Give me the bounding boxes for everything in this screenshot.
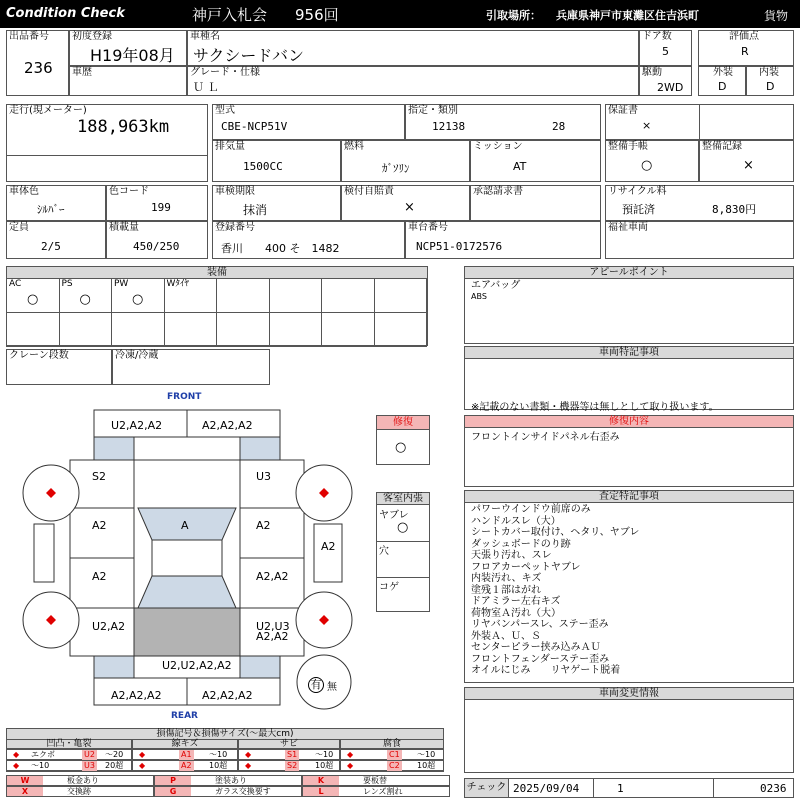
equipment-cell — [269, 278, 323, 313]
equipment-title: 装備 — [7, 267, 427, 279]
legend-value: S2 — [287, 761, 298, 770]
diamond-icon: ◆ — [139, 761, 146, 770]
legend-value: U3 — [84, 761, 95, 770]
auction-session: 956回 — [295, 6, 339, 24]
legend-row — [6, 760, 132, 771]
mark-rear-gate: U2,U2,A2,A2 — [162, 659, 232, 672]
equipment-cell — [6, 312, 60, 347]
freezer-label: 冷凍/冷蔵 — [115, 350, 159, 361]
inspection-line: ハンドルスレ（大） — [471, 515, 561, 527]
drive-cell — [639, 66, 692, 96]
equipment-cell — [321, 278, 375, 313]
legend-code-text: 要板替 — [363, 776, 387, 785]
inspection-line: 天張り汚れ、スレ — [471, 550, 552, 561]
lot-number-label: 出品番号 — [9, 31, 49, 42]
legend-row — [238, 749, 340, 760]
grade-value: Ｕ Ｌ — [193, 81, 219, 94]
load-value: 450/250 — [133, 240, 180, 253]
first-reg-label: 初度登録 — [72, 31, 112, 42]
legend-code-row — [6, 775, 154, 786]
color-value: ｼﾙﾊﾞｰ — [37, 203, 65, 216]
freezer-cell — [112, 349, 270, 385]
lot-number-value: 236 — [24, 59, 53, 77]
welfare-cell — [605, 221, 794, 259]
interior-cell — [746, 66, 794, 96]
special-title: 車両特記事項 — [465, 347, 793, 359]
mission-cell — [470, 140, 601, 182]
self-liability-value: × — [404, 200, 415, 215]
legend-row — [132, 749, 238, 760]
history-cell — [69, 66, 187, 96]
legend-code-text: レンズ割れ — [363, 787, 403, 796]
warranty-label: 保証書 — [608, 105, 638, 116]
legend-group-title: 腐食 — [340, 739, 444, 749]
repair-box — [376, 415, 430, 465]
legend-code-row — [302, 775, 450, 786]
equipment-cell — [374, 278, 428, 313]
chassis-cell — [405, 221, 601, 259]
mark-rear-door-right: A2,A2 — [256, 570, 289, 583]
legend-row — [340, 760, 444, 771]
inspection-title: 査定特記事項 — [465, 491, 793, 503]
legend-group-title: 線キズ — [132, 739, 238, 749]
warranty-cell — [605, 104, 794, 140]
mark-front-fender-left: S2 — [92, 470, 106, 483]
spare-none: 無 — [327, 682, 337, 693]
chassis-label: 車台番号 — [408, 222, 448, 233]
special-note: ※記載のない書類・機器等は無しとして取り扱います。 — [471, 402, 719, 413]
diamond-icon: ◆ — [139, 750, 146, 759]
mark-right-panel: A2 — [321, 540, 336, 553]
record-value: × — [743, 158, 754, 173]
legend-row — [340, 749, 444, 760]
diamond-icon: ◆ — [347, 761, 354, 770]
legend-value: 〜10 — [31, 761, 50, 770]
cabin-panel — [376, 492, 430, 612]
legend-group-title: サビ — [238, 739, 340, 749]
inspection-line: 塗残１部はがれ — [471, 584, 541, 596]
capacity-label: 定員 — [9, 222, 29, 233]
legend-value: 10超 — [209, 761, 228, 770]
inspection-line: リヤバンパースレ、ステー歪み — [471, 619, 609, 630]
displacement-cell — [212, 140, 341, 182]
self-liability-cell — [341, 185, 470, 221]
chassis-value: NCP51-0172576 — [416, 240, 503, 253]
fuel-cell — [341, 140, 470, 182]
legend-value: A2 — [181, 761, 192, 770]
first-reg-cell — [69, 30, 187, 66]
legend-value: C1 — [389, 750, 400, 759]
manual-value: ○ — [641, 158, 653, 173]
drive-label: 駆動 — [642, 67, 662, 78]
cabin-burn-label: コゲ — [379, 582, 399, 593]
legend-value: エクボ — [31, 750, 55, 759]
manual-label: 整備手帳 — [608, 141, 648, 152]
inspection-cell — [212, 185, 341, 221]
approval-cell — [470, 185, 601, 221]
inspection-line: フロアカーペットヤブレ — [471, 561, 581, 573]
pickup-label: 引取場所： — [486, 9, 541, 22]
load-cell — [106, 221, 208, 259]
equipment-label: AC — [9, 279, 22, 289]
crane-label: クレーン段数 — [9, 350, 69, 361]
color-label: 車体色 — [9, 186, 39, 197]
diamond-icon: ◆ — [245, 750, 252, 759]
change-panel — [464, 687, 794, 773]
lot-number-cell — [6, 30, 69, 96]
vehicle-category: 貨物 — [764, 9, 789, 23]
displacement-value: 1500CC — [243, 160, 283, 173]
appeal-lines — [471, 280, 520, 302]
cabin-tear-label: ヤブレ — [379, 510, 409, 521]
legend-value: 〜10 — [417, 750, 436, 759]
legend-value: A1 — [181, 750, 192, 759]
equipment-cell — [269, 312, 323, 347]
legend-code: X — [7, 787, 43, 796]
equipment-cell — [111, 312, 165, 347]
doors-cell — [639, 30, 692, 66]
first-reg-value: H19年08月 — [90, 46, 175, 65]
capacity-cell — [6, 221, 106, 259]
color-code-cell — [106, 185, 208, 221]
inspection-value: 抹消 — [243, 203, 268, 217]
model-label: 車種名 — [190, 31, 220, 42]
equipment-label: PS — [61, 279, 73, 289]
equipment-cell — [216, 312, 270, 347]
color-code-value: 199 — [151, 201, 171, 214]
inspection-panel — [464, 490, 794, 683]
cabin-title: 客室内張 — [377, 493, 429, 505]
drive-value: 2WD — [657, 81, 684, 94]
record-label: 整備記録 — [702, 141, 742, 152]
history-label: 車歴 — [72, 67, 92, 78]
special-panel — [464, 346, 794, 413]
interior-label: 内装 — [759, 67, 779, 78]
equipment-cell — [374, 312, 428, 347]
legend-code-row — [154, 775, 302, 786]
score-label: 評価点 — [729, 31, 759, 42]
inspection-line: 内装汚れ、キズ — [471, 573, 542, 584]
recycle-cell — [605, 185, 794, 221]
brand-title: Condition Check — [6, 6, 125, 21]
mission-label: ミッション — [473, 141, 523, 152]
front-label: FRONT — [167, 392, 202, 402]
legend-code: G — [155, 787, 191, 796]
legend-code-text: 塗装あり — [215, 776, 247, 785]
equipment-cell — [59, 312, 113, 347]
inspection-line: 外装Ａ、Ｕ、Ｓ — [471, 630, 541, 642]
mark-rear-bumper-left: A2,A2,A2 — [111, 689, 162, 702]
type-value: CBE-NCP51V — [221, 120, 288, 133]
repair-box-mark: ○ — [395, 440, 407, 455]
cabin-hole-label: 穴 — [379, 546, 389, 557]
legend-group-title: 凹凸・亀裂 — [6, 739, 132, 749]
mark-front-bumper-left: U2,A2,A2 — [111, 419, 163, 432]
appeal-title: アピールポイント — [465, 267, 793, 279]
equipment-mark: ○ — [132, 292, 144, 307]
reg-no-label: 登録番号 — [215, 222, 255, 233]
capacity-value: 2/5 — [41, 240, 61, 253]
inspection-line: シートカバー取付け、ヘタリ、ヤブレ — [471, 527, 640, 538]
change-title: 車両変更情報 — [465, 688, 793, 700]
legend-code: W — [7, 776, 43, 785]
legend-code-row — [302, 786, 450, 797]
interior-value: D — [766, 80, 775, 93]
equipment-cell — [59, 278, 113, 313]
legend-row — [132, 760, 238, 771]
legend-code-text: 交換跡 — [67, 787, 91, 796]
welfare-label: 福祉車両 — [608, 222, 648, 233]
designation-label: 指定・類別 — [408, 105, 458, 116]
equipment-mark: ○ — [27, 292, 39, 307]
mark-rear-bumper-right: A2,A2,A2 — [202, 689, 253, 702]
legend-title: 損傷記号＆損傷サイズ(〜最大cm) — [7, 729, 443, 740]
legend-value: 10超 — [315, 761, 334, 770]
rear-label: REAR — [171, 711, 198, 721]
legend-value: C2 — [389, 761, 400, 770]
inspection-line: オイルにじみ リヤゲート脱着 — [471, 665, 621, 676]
legend-value: 〜20 — [105, 750, 124, 759]
designation-value: 12138 — [432, 120, 466, 133]
grade-cell — [187, 66, 639, 96]
self-liability-label: 検付自賠責 — [344, 186, 394, 197]
record-cell — [699, 140, 794, 182]
legend-code-row — [154, 786, 302, 797]
repair-line: フロントインサイドパネル右歪み — [471, 432, 620, 443]
repair-box-label: 修復 — [377, 416, 429, 430]
mark-rear-fender-right-2: A2,A2 — [256, 630, 289, 643]
manual-cell — [605, 140, 699, 182]
repair-title: 修復内容 — [465, 416, 793, 428]
type-cell — [212, 104, 405, 140]
equipment-cell — [6, 278, 60, 313]
displacement-label: 排気量 — [215, 141, 245, 152]
mission-value: AT — [513, 160, 527, 173]
inspection-line: フロントフェンダーステー歪み — [471, 653, 610, 665]
class-value: 28 — [552, 120, 566, 133]
designation-cell — [405, 104, 601, 140]
type-label: 型式 — [215, 105, 235, 116]
doors-value: 5 — [662, 45, 669, 58]
legend-code: L — [303, 787, 339, 796]
mark-front-bumper-right: A2,A2,A2 — [202, 419, 253, 432]
inspection-line: パワーウインドウ前席のみ — [471, 504, 591, 515]
model-cell — [187, 30, 639, 66]
header-bar — [0, 0, 800, 28]
inspection-lines — [471, 504, 639, 677]
fuel-value: ｶﾞｿﾘﾝ — [382, 162, 410, 175]
legend-value: S1 — [287, 750, 298, 759]
equipment-cell — [216, 278, 270, 313]
legend-value: U2 — [84, 750, 95, 759]
spare-present: 有 — [308, 677, 324, 693]
score-cell — [698, 30, 794, 66]
fuel-label: 燃料 — [344, 141, 364, 152]
check-num: 1 — [617, 782, 624, 795]
color-code-label: 色コード — [109, 186, 149, 197]
legend-value: 〜10 — [209, 750, 228, 759]
reg-no-cell — [212, 221, 405, 259]
recycle-label: リサイクル料 — [608, 186, 667, 197]
diamond-icon: ◆ — [13, 761, 20, 770]
model-value: サクシードバン — [193, 46, 305, 65]
mark-rear-door-left: A2 — [92, 570, 107, 583]
equipment-cell — [111, 278, 165, 313]
equipment-cell — [164, 278, 218, 313]
legend-code-row — [6, 786, 154, 797]
reg-no-value: 香川 400 そ 1482 — [221, 242, 340, 255]
color-cell — [6, 185, 106, 221]
diamond-icon: ◆ — [245, 761, 252, 770]
appeal-line: エアバッグ — [471, 280, 521, 291]
mark-rear-fender-left: U2,A2 — [92, 620, 126, 633]
auction-name: 神戸入札会 — [192, 6, 268, 24]
equipment-label: PW — [114, 279, 129, 289]
grade-label: グレード・仕様 — [190, 67, 260, 78]
inspection-line: センターピラー挟み込みＡＵ — [471, 642, 601, 653]
diamond-icon: ◆ — [347, 750, 354, 759]
legend-code-text: ガラス交換要す — [215, 787, 271, 796]
check-label: チェック — [465, 779, 509, 797]
approval-label: 承認請求書 — [473, 186, 523, 197]
mark-front-fender-right: U3 — [256, 470, 272, 483]
inspection-line: 荷物室Ａ汚れ（大） — [471, 607, 561, 619]
legend-code: P — [155, 776, 191, 785]
equipment-mark: ○ — [79, 292, 91, 307]
legend-row — [6, 749, 132, 760]
legend-code-text: 板金あり — [67, 776, 99, 785]
repair-panel — [464, 415, 794, 487]
mark-rear-fender-right-1: U2,U3 — [256, 620, 290, 633]
equipment-cell — [164, 312, 218, 347]
score-value: R — [741, 45, 749, 58]
check-row — [464, 778, 794, 798]
inspection-line: ドアミラー左右キズ — [471, 596, 561, 607]
mileage-value: 188,963km — [77, 117, 170, 137]
cabin-tear-mark: ○ — [397, 520, 409, 535]
mileage-cell — [6, 104, 208, 182]
crane-cell — [6, 349, 112, 385]
diamond-icon: ◆ — [13, 750, 20, 759]
recycle-amount: 8,830円 — [712, 203, 757, 216]
legend-row — [238, 760, 340, 771]
recycle-status: 預託済 — [622, 203, 655, 216]
exterior-label: 外装 — [713, 67, 733, 78]
exterior-cell — [698, 66, 746, 96]
equipment-label: Wﾀｲﾔ — [166, 279, 189, 289]
check-date: 2025/09/04 — [513, 782, 580, 795]
appeal-panel — [464, 266, 794, 344]
check-id: 0236 — [760, 782, 787, 795]
load-label: 積載量 — [109, 222, 139, 233]
mark-roof: A — [181, 519, 189, 532]
mark-front-door-right: A2 — [256, 519, 271, 532]
legend-value: 10超 — [417, 761, 436, 770]
legend-value: 〜10 — [315, 750, 334, 759]
pickup-location: 兵庫県神戸市東灘区住吉浜町 — [556, 9, 699, 22]
doors-label: ドア数 — [642, 31, 672, 42]
equipment-cell — [321, 312, 375, 347]
mileage-label: 走行(現メーター) — [9, 105, 87, 116]
exterior-value: D — [718, 80, 727, 93]
warranty-value: × — [642, 119, 652, 132]
inspection-label: 車検期限 — [215, 186, 255, 197]
legend-code: K — [303, 776, 339, 785]
appeal-line: ABS — [471, 292, 487, 301]
legend-value: 20超 — [105, 761, 124, 770]
inspection-line: ダッシュボードのり跡 — [471, 538, 571, 550]
mark-front-door-left: A2 — [92, 519, 107, 532]
